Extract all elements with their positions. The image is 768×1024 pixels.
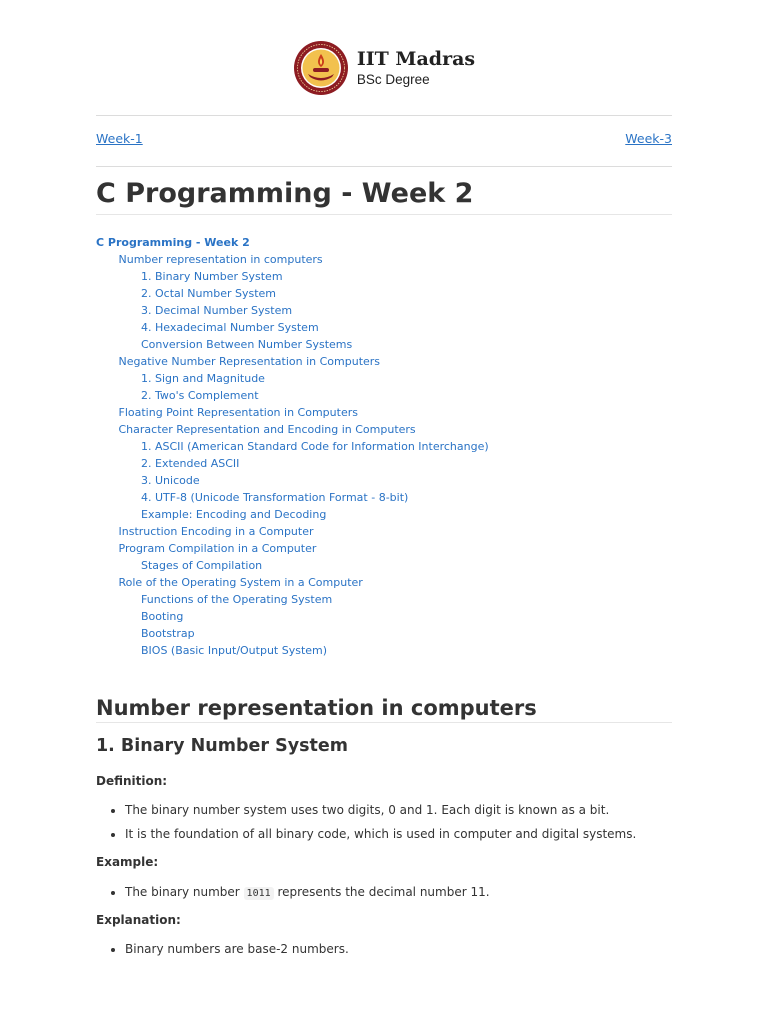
toc-link[interactable]: Bootstrap bbox=[141, 627, 195, 640]
title-underline bbox=[96, 214, 672, 215]
definition-label: Definition: bbox=[96, 774, 168, 788]
toc-link[interactable]: 1. ASCII (American Standard Code for Information Interchange) bbox=[141, 440, 489, 453]
toc-link[interactable]: C Programming - Week 2 bbox=[96, 236, 250, 249]
toc-link[interactable]: 2. Extended ASCII bbox=[141, 457, 240, 470]
toc-link[interactable]: 2. Octal Number System bbox=[141, 287, 277, 300]
week-navigation bbox=[96, 131, 672, 146]
toc-link[interactable]: 1. Sign and Magnitude bbox=[141, 372, 265, 385]
list-item: • The binary number system uses two digits, 0 and 1. Each digit is known as a bit. bbox=[125, 798, 701, 822]
toc-link[interactable]: 4. Hexadecimal Number System bbox=[141, 321, 319, 334]
toc-link[interactable]: Role of the Operating System in a Computer bbox=[118, 576, 363, 589]
section-heading: Number representation in computers bbox=[96, 696, 537, 720]
toc-link[interactable]: 1. Binary Number System bbox=[141, 270, 283, 283]
logo[interactable] bbox=[293, 40, 475, 96]
toc-link[interactable]: Stages of Compilation bbox=[141, 559, 263, 572]
toc-link[interactable]: Number representation in computers bbox=[118, 253, 323, 266]
explanation-list bbox=[96, 937, 701, 961]
heading-underline bbox=[96, 722, 672, 723]
toc-link[interactable]: BIOS (Basic Input/Output System) bbox=[141, 644, 328, 657]
list-item: • It is the foundation of all binary code, which is used in computer and digital systems. bbox=[125, 822, 701, 846]
example-label: Example: bbox=[96, 855, 159, 869]
toc-link[interactable]: 4. UTF-8 (Unicode Transformation Format - 8-bit) bbox=[141, 491, 409, 504]
divider bbox=[96, 166, 672, 167]
toc-link[interactable]: Character Representation and Encoding in Computers bbox=[118, 423, 416, 436]
toc-link[interactable]: Floating Point Representation in Computers bbox=[118, 406, 358, 419]
site-header bbox=[96, 38, 672, 98]
toc-link[interactable]: Program Compilation in a Computer bbox=[118, 542, 317, 555]
subsection-heading: 1. Binary Number System bbox=[96, 736, 349, 756]
example-text: represents the decimal number 11. bbox=[273, 885, 490, 899]
example-list bbox=[96, 880, 701, 906]
toc-link[interactable]: 2. Two's Complement bbox=[141, 389, 259, 402]
logo-title: IIT Madras bbox=[356, 47, 476, 70]
definition-list bbox=[96, 798, 701, 846]
table-of-contents bbox=[96, 234, 672, 659]
toc-link[interactable]: Instruction Encoding in a Computer bbox=[118, 525, 314, 538]
prev-week-link[interactable]: Week-1 bbox=[96, 131, 143, 146]
toc-link[interactable]: Example: Encoding and Decoding bbox=[141, 508, 327, 521]
example-text: The binary number bbox=[125, 885, 244, 899]
page-title: C Programming - Week 2 bbox=[96, 178, 474, 209]
inline-code: 1011 bbox=[244, 887, 274, 900]
next-week-link[interactable]: Week-3 bbox=[625, 131, 672, 146]
list-item: • Binary numbers are base-2 numbers. bbox=[125, 937, 701, 961]
toc-link[interactable]: Negative Number Representation in Computers bbox=[118, 355, 381, 368]
toc-link[interactable]: Conversion Between Number Systems bbox=[141, 338, 353, 351]
toc-link[interactable]: Functions of the Operating System bbox=[141, 593, 333, 606]
iitm-seal-icon bbox=[293, 40, 349, 96]
toc-link[interactable]: 3. Decimal Number System bbox=[141, 304, 293, 317]
toc-link[interactable]: Booting bbox=[141, 610, 184, 623]
logo-subtitle: BSc Degree bbox=[356, 71, 430, 87]
toc-link[interactable]: 3. Unicode bbox=[141, 474, 200, 487]
divider bbox=[96, 115, 672, 116]
list-item bbox=[125, 880, 701, 906]
explanation-label: Explanation: bbox=[96, 913, 181, 927]
